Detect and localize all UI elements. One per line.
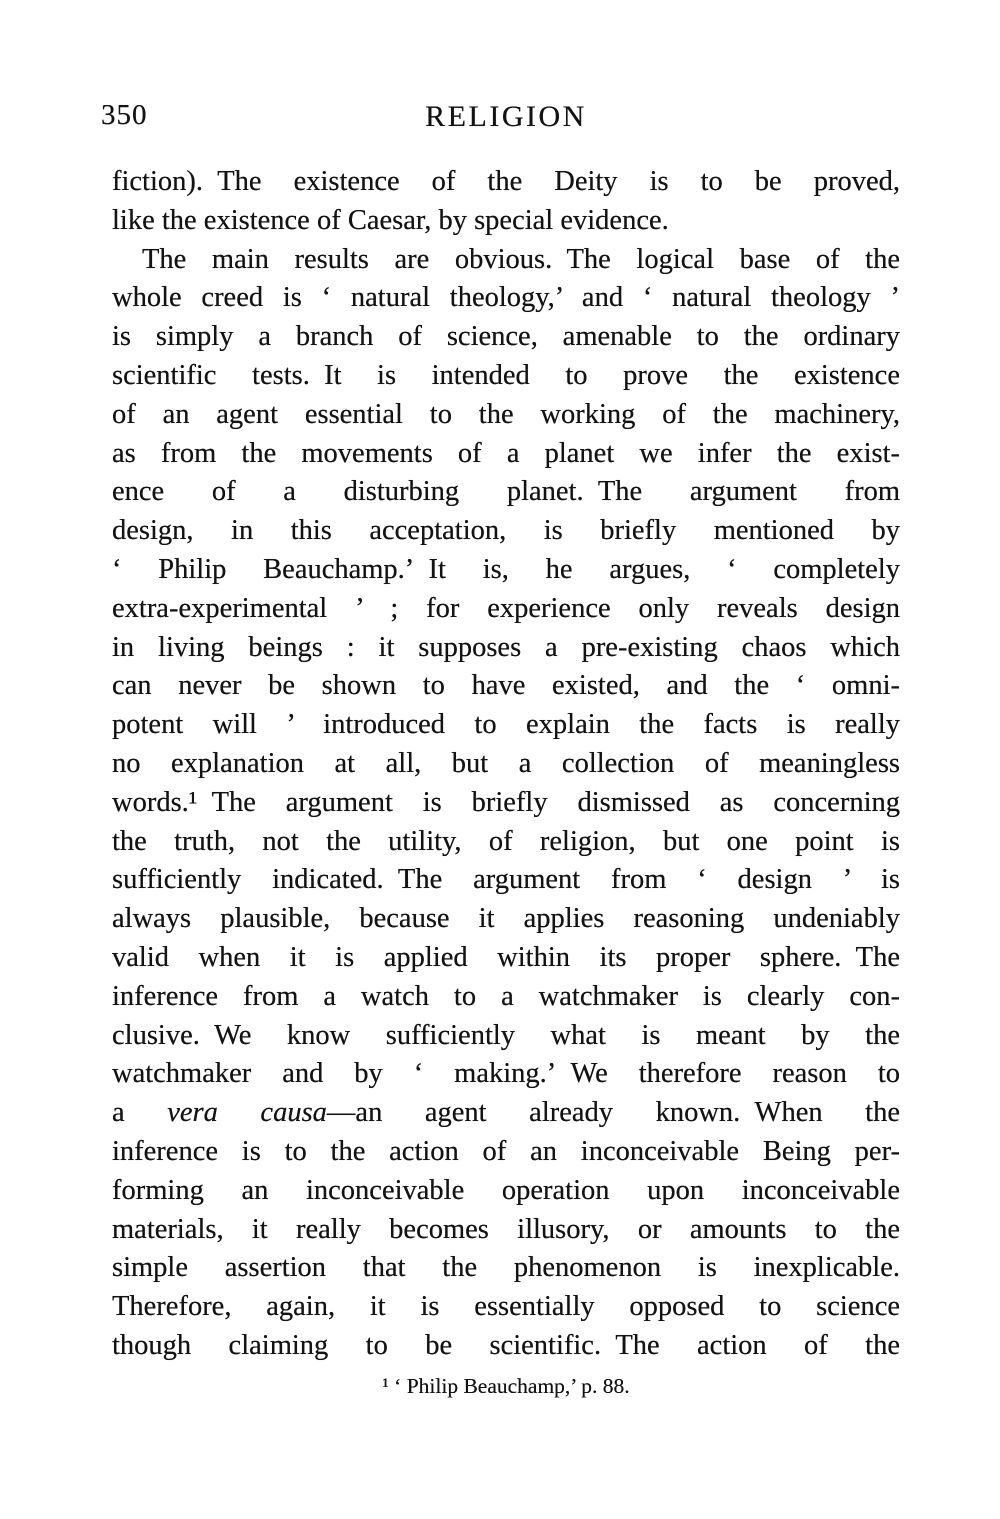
body-text	[112, 163, 900, 1366]
text-line: scientific tests. It is intended to prove the existence	[112, 359, 900, 391]
text-line: though claiming to be scientific. The action of the	[112, 1329, 900, 1361]
footnote: ¹ ‘ Philip Beauchamp,’ p. 88.	[382, 1374, 630, 1398]
text-line: as from the movements of a planet we infer the exist-	[112, 437, 900, 469]
page-number: 350	[101, 99, 148, 131]
text-line: clusive. We know sufficiently what is meant by the	[112, 1019, 900, 1051]
text-line: watchmaker and by ‘ making.’ We therefore reason to	[112, 1058, 900, 1090]
text-line: The main results are obvious. The logical base of the	[142, 243, 900, 275]
text-line: no explanation at all, but a collection of meaningless	[112, 747, 900, 779]
text-line: extra-experimental ’ ; for experience only reveals design	[112, 592, 900, 624]
text-line: valid when it is applied within its proper sphere. The	[112, 941, 900, 973]
text-line: inference is to the action of an inconceivable Being per-	[112, 1135, 900, 1167]
text-line: fiction). The existence of the Deity is to be proved,	[112, 166, 900, 197]
text-line: Therefore, again, it is essentially opposed to science	[112, 1291, 900, 1323]
text-line: of an agent essential to the working of the machinery,	[112, 398, 900, 430]
italic-phrase: vera causa	[167, 1097, 327, 1129]
text-line: ‘ Philip Beauchamp.’ It is, he argues, ‘ completely	[112, 553, 900, 585]
line-text-post: —an agent already known. When the	[326, 1097, 900, 1129]
text-line: like the existence of Caesar, by special evidence.	[112, 204, 669, 236]
text-line-with-italic	[112, 1094, 900, 1133]
text-line: ence of a disturbing planet. The argument from	[112, 476, 900, 508]
text-line: whole creed is ‘ natural theology,’ and ‘ natural theology ’	[112, 282, 900, 314]
text-line: forming an inconceivable operation upon inconceivable	[112, 1174, 900, 1206]
text-line: can never be shown to have existed, and the ‘ omni-	[112, 670, 900, 702]
text-line: potent will ’ introduced to explain the facts is really	[112, 709, 900, 741]
text-line: always plausible, because it applies reasoning undeniably	[112, 903, 900, 935]
text-line: sufficiently indicated. The argument from ‘ design ’ is	[112, 864, 900, 896]
line-text-pre: a	[112, 1097, 168, 1129]
text-line: the truth, not the utility, of religion, but one point is	[112, 825, 900, 857]
text-line: simple assertion that the phenomenon is inexplicable.	[112, 1252, 900, 1284]
text-line: in living beings : it supposes a pre-existing chaos which	[112, 631, 900, 663]
text-line: is simply a branch of science, amenable to the ordinary	[112, 321, 900, 353]
text-line: words.¹ The argument is briefly dismissed as concerning	[112, 786, 900, 818]
text-line: materials, it really becomes illusory, or amounts to the	[112, 1213, 900, 1245]
text-line: inference from a watch to a watchmaker is clearly con-	[112, 980, 900, 1012]
running-header: RELIGION	[425, 100, 587, 133]
text-line: design, in this acceptation, is briefly mentioned by	[112, 515, 900, 547]
